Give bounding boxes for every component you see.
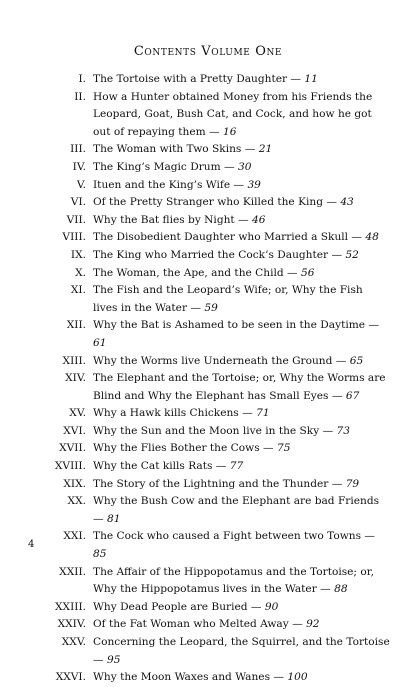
toc-entry: [18, 159, 390, 177]
entry-title-line: [93, 71, 390, 89]
toc-entry: [18, 353, 390, 371]
entry-number: XIII.: [62, 354, 86, 367]
page-number: 4: [28, 539, 35, 550]
entry-page-number: 77: [229, 460, 244, 473]
entry-number: XVI.: [63, 424, 86, 437]
toc-entry: [18, 423, 390, 441]
entry-number: V.: [76, 178, 86, 191]
entry-page-number: 67: [345, 389, 360, 402]
entry-page-number: 88: [334, 583, 348, 596]
heading-text: Contents Volume One: [133, 44, 283, 59]
entry-number: XIX.: [63, 477, 86, 490]
entry-title: Why the Moon Waxes and Wanes —: [93, 671, 284, 684]
entry-title-line: [93, 423, 390, 441]
toc-entry: [18, 599, 390, 617]
entry-title-line: [93, 247, 390, 265]
entry-page-number: 59: [204, 301, 218, 314]
toc-entry: [18, 493, 390, 528]
entry-title-line: [93, 265, 390, 283]
toc-entry: [18, 616, 390, 634]
entry-title: The Woman, the Ape, and the Child —: [93, 266, 298, 279]
toc-entry: [18, 89, 390, 142]
entry-title: Why the Bush Cow and the Elephant are bad Friends —: [93, 495, 380, 525]
toc-entry: [18, 177, 390, 195]
toc-entry: [18, 370, 390, 405]
entry-number: XXV.: [61, 636, 86, 648]
entry-title-line: [93, 476, 390, 494]
entry-page-number: 52: [345, 248, 359, 261]
entry-page-number: 79: [345, 477, 360, 490]
entry-title-line: [93, 141, 390, 159]
entry-title-line: [93, 370, 390, 405]
entry-page-number: 92: [306, 618, 320, 631]
entry-title: Concerning the Leopard, the Squirrel, and the Tortoise —: [93, 636, 390, 666]
entry-page-number: 81: [106, 512, 121, 525]
entry-page-number: 73: [336, 424, 351, 437]
entry-page-number: 85: [93, 548, 107, 561]
entry-title: Why Dead People are Buried —: [93, 600, 262, 613]
entry-title-line: [93, 317, 390, 352]
toc-entry: [18, 634, 390, 669]
entry-number: XIV.: [65, 372, 86, 385]
contents-heading: [0, 44, 416, 59]
toc-entry: [18, 528, 390, 563]
entry-number: XI.: [70, 284, 86, 297]
entry-number: XXIII.: [54, 600, 86, 613]
entry-title: Ituen and the King’s Wife —: [93, 178, 245, 191]
toc-entry: [18, 229, 390, 247]
entry-title: Why the Flies Bother the Cows —: [93, 442, 274, 455]
entry-number: X.: [75, 266, 86, 279]
entry-number: XX.: [67, 495, 86, 508]
entry-page-number: 39: [247, 178, 261, 191]
entry-title: Of the Pretty Stranger who Killed the King —: [93, 196, 337, 209]
entry-title-line: [93, 159, 390, 177]
toc-entry: [18, 405, 390, 423]
entry-number: III.: [70, 143, 86, 156]
toc-entry: [18, 212, 390, 230]
entry-title-line: [93, 528, 390, 563]
entry-title-line: [93, 458, 390, 476]
entry-title: The King who Married the Cock’s Daughter —: [93, 248, 343, 261]
entry-page-number: 21: [258, 143, 273, 156]
entry-page-number: 48: [365, 231, 379, 244]
entry-page-number: 65: [349, 354, 364, 367]
entry-page-number: 95: [106, 653, 121, 666]
entry-number: IX.: [70, 248, 86, 261]
toc-entry: [18, 317, 390, 352]
entry-title: How a Hunter obtained Money from his Friends the Leopard, Goat, Bush Cat, and Cock, and how he got out of repaying them —: [93, 90, 373, 138]
toc-entry: [18, 458, 390, 476]
table-of-contents: [18, 71, 390, 687]
entry-title: The Cock who caused a Fight between two Towns —: [93, 530, 376, 543]
entry-number: IV.: [72, 160, 86, 173]
toc-entry: [18, 71, 390, 89]
entry-title: Why the Bat is Ashamed to be seen in the Daytime —: [93, 319, 379, 332]
entry-number: VII.: [66, 213, 86, 226]
entry-title-line: [93, 405, 390, 423]
entry-number: XVII.: [59, 442, 86, 455]
entry-page-number: 11: [304, 73, 318, 85]
entry-number: II.: [74, 90, 86, 103]
entry-title-line: [93, 89, 390, 142]
entry-number: XXII.: [59, 565, 86, 578]
entry-page-number: 75: [276, 442, 291, 455]
entry-title: Why the Cat kills Rats —: [93, 460, 227, 473]
entry-title: Why the Worms live Underneath the Ground —: [93, 354, 347, 367]
entry-title: Why a Hawk kills Chickens —: [93, 407, 253, 420]
entry-title-line: [93, 669, 390, 687]
entry-number: VIII.: [62, 231, 86, 244]
entry-number: XXI.: [63, 530, 86, 543]
entry-page-number: 90: [264, 600, 279, 613]
toc-entry: [18, 247, 390, 265]
entry-title-line: [93, 440, 390, 458]
entry-number: XXVI.: [55, 671, 86, 684]
entry-number: XXIV.: [57, 618, 86, 631]
toc-entry: [18, 194, 390, 212]
entry-title: Why the Bat flies by Night —: [93, 213, 249, 226]
entry-page-number: 16: [223, 125, 237, 138]
entry-title: The Elephant and the Tortoise; or, Why the Worms are Blind and Why the Elephant has Small Eyes —: [93, 372, 386, 402]
entry-page-number: 43: [340, 196, 354, 209]
entry-title: The Tortoise with a Pretty Daughter —: [93, 73, 302, 85]
entry-title: Of the Fat Woman who Melted Away —: [93, 618, 303, 631]
entry-title-line: [93, 177, 390, 195]
toc-entry: [18, 476, 390, 494]
entry-number: VI.: [70, 196, 86, 209]
entry-title-line: [93, 353, 390, 371]
entry-page-number: 61: [93, 336, 107, 349]
entry-title-line: [93, 564, 390, 599]
entry-number: XII.: [66, 319, 86, 332]
entry-title-line: [93, 493, 390, 528]
entry-page-number: 100: [287, 671, 308, 684]
entry-page-number: 30: [238, 160, 252, 173]
entry-number: I.: [78, 73, 86, 85]
toc-entry: [18, 564, 390, 599]
entry-title-line: [93, 282, 390, 317]
entry-title: The Story of the Lightning and the Thunder —: [93, 477, 343, 490]
entry-page-number: 46: [252, 213, 266, 226]
entry-number: XVIII.: [54, 460, 86, 473]
entry-title: The Disobedient Daughter who Married a Skull —: [93, 231, 363, 244]
entry-page-number: 71: [256, 407, 270, 420]
entry-page-number: 56: [300, 266, 315, 279]
entry-title: The King’s Magic Drum —: [93, 160, 235, 173]
toc-entry: [18, 669, 390, 687]
entry-number: XV.: [69, 407, 86, 420]
toc-entry: [18, 440, 390, 458]
entry-title-line: [93, 616, 390, 634]
entry-title: Why the Sun and the Moon live in the Sky —: [93, 424, 334, 437]
entry-title: The Woman with Two Skins —: [93, 143, 256, 156]
entry-title: The Fish and the Leopard’s Wife; or, Why the Fish lives in the Water —: [93, 284, 363, 314]
entry-title: The Affair of the Hippopotamus and the Tortoise; or, Why the Hippopotamus lives in the Water —: [93, 565, 375, 596]
entry-title-line: [93, 212, 390, 230]
entry-title-line: [93, 229, 390, 247]
entry-title-line: [93, 634, 390, 669]
entry-title-line: [93, 194, 390, 212]
toc-entry: [18, 282, 390, 317]
toc-entry: [18, 141, 390, 159]
entry-title-line: [93, 599, 390, 617]
toc-entry: [18, 265, 390, 283]
